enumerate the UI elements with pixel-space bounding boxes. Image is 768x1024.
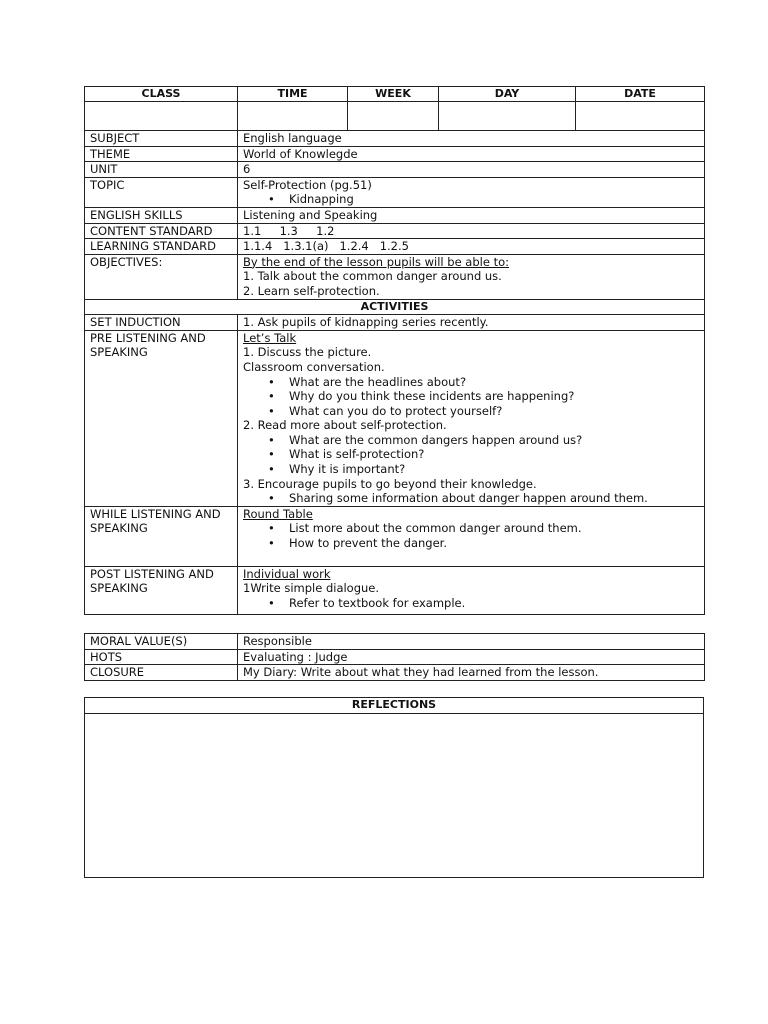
week-value[interactable]	[348, 102, 439, 131]
list-item: • What are the headlines about?	[243, 375, 699, 390]
pre-listening-row	[85, 330, 705, 506]
list-item: • Why do you think these incidents are happening?	[243, 389, 699, 404]
english-skills-row	[85, 207, 705, 223]
row-label: SET INDUCTION	[85, 315, 238, 331]
row-label: MORAL VALUE(S)	[85, 634, 238, 650]
post-listening-row	[85, 566, 705, 614]
row-label: UNIT	[85, 162, 238, 178]
post-step: 1Write simple dialogue.	[243, 581, 380, 596]
row-value: Evaluating : Judge	[238, 649, 705, 665]
row-label: OBJECTIVES:	[85, 254, 238, 299]
objectives-intro: By the end of the lesson pupils will be able to:	[243, 254, 509, 269]
closure-row	[85, 665, 705, 681]
objective-item: 1. Talk about the common danger around us.	[243, 269, 502, 284]
list-item: • List more about the common danger around them.	[243, 521, 699, 536]
row-value: World of Knowlegde	[238, 146, 705, 162]
row-label: POST LISTENING AND SPEAKING	[85, 566, 238, 614]
row-value	[238, 506, 705, 566]
reflections-table	[84, 697, 704, 878]
row-label: SUBJECT	[85, 131, 238, 147]
list-item: • Sharing some information about danger happen around them.	[243, 491, 699, 506]
pre-step: 2. Read more about self-protection.	[243, 418, 447, 433]
hots-row	[85, 649, 705, 665]
row-label: THEME	[85, 146, 238, 162]
row-label: CONTENT STANDARD	[85, 223, 238, 239]
day-value[interactable]	[439, 102, 576, 131]
row-value: 1.1 1.3 1.2	[238, 223, 705, 239]
moral-hots-closure-table	[84, 633, 705, 681]
row-value	[238, 177, 705, 207]
header-row	[85, 87, 705, 102]
row-label: PRE LISTENING AND SPEAKING	[85, 330, 238, 506]
lesson-plan-table	[84, 86, 705, 615]
row-value: 1. Ask pupils of kidnapping series recently.	[238, 315, 705, 331]
row-value: 1.1.4 1.3.1(a) 1.2.4 1.2.5	[238, 239, 705, 255]
row-value	[238, 254, 705, 299]
pre-step: 1. Discuss the picture.	[243, 345, 372, 360]
activities-heading-row	[85, 299, 705, 315]
list-item: • What is self-protection?	[243, 447, 699, 462]
activities-heading: ACTIVITIES	[85, 299, 705, 315]
header-time: TIME	[238, 87, 348, 102]
moral-row	[85, 634, 705, 650]
objectives-row	[85, 254, 705, 299]
row-value: Responsible	[238, 634, 705, 650]
topic-row	[85, 177, 705, 207]
row-value	[238, 566, 705, 614]
row-value	[238, 330, 705, 506]
learning-standard-row	[85, 239, 705, 255]
row-label: CLOSURE	[85, 665, 238, 681]
header-week: WEEK	[348, 87, 439, 102]
row-label: WHILE LISTENING AND SPEAKING	[85, 506, 238, 566]
list-item: • What can you do to protect yourself?	[243, 404, 699, 419]
pre-title: Let’s Talk	[243, 330, 297, 345]
reflections-heading: REFLECTIONS	[85, 698, 704, 714]
header-day: DAY	[439, 87, 576, 102]
set-induction-row	[85, 315, 705, 331]
row-value: English language	[238, 131, 705, 147]
list-item: • What are the common dangers happen around us?	[243, 433, 699, 448]
pre-step: Classroom conversation.	[243, 359, 385, 374]
theme-row	[85, 146, 705, 162]
while-listening-row	[85, 506, 705, 566]
reflections-text-area[interactable]	[85, 713, 704, 877]
row-label: TOPIC	[85, 177, 238, 207]
post-title: Individual work	[243, 566, 331, 581]
row-label: HOTS	[85, 649, 238, 665]
list-item: • Why it is important?	[243, 462, 699, 477]
date-value[interactable]	[576, 102, 705, 131]
subject-row	[85, 131, 705, 147]
row-label: LEARNING STANDARD	[85, 239, 238, 255]
header-values-row	[85, 102, 705, 131]
time-value[interactable]	[238, 102, 348, 131]
list-item: • Refer to textbook for example.	[243, 596, 699, 611]
header-date: DATE	[576, 87, 705, 102]
row-label: ENGLISH SKILLS	[85, 207, 238, 223]
reflections-body-row	[85, 713, 704, 877]
class-value[interactable]	[85, 102, 238, 131]
row-value: Listening and Speaking	[238, 207, 705, 223]
topic-text: Self-Protection (pg.51)	[243, 177, 372, 192]
reflections-heading-row	[85, 698, 704, 714]
unit-row	[85, 162, 705, 178]
row-value: My Diary: Write about what they had learned from the lesson.	[238, 665, 705, 681]
while-title: Round Table	[243, 506, 313, 521]
list-item: • How to prevent the danger.	[243, 536, 699, 551]
content-standard-row	[85, 223, 705, 239]
topic-bullet: • Kidnapping	[243, 192, 699, 207]
pre-step: 3. Encourage pupils to go beyond their knowledge.	[243, 476, 537, 491]
objective-item: 2. Learn self-protection.	[243, 283, 380, 298]
header-class: CLASS	[85, 87, 238, 102]
row-value: 6	[238, 162, 705, 178]
